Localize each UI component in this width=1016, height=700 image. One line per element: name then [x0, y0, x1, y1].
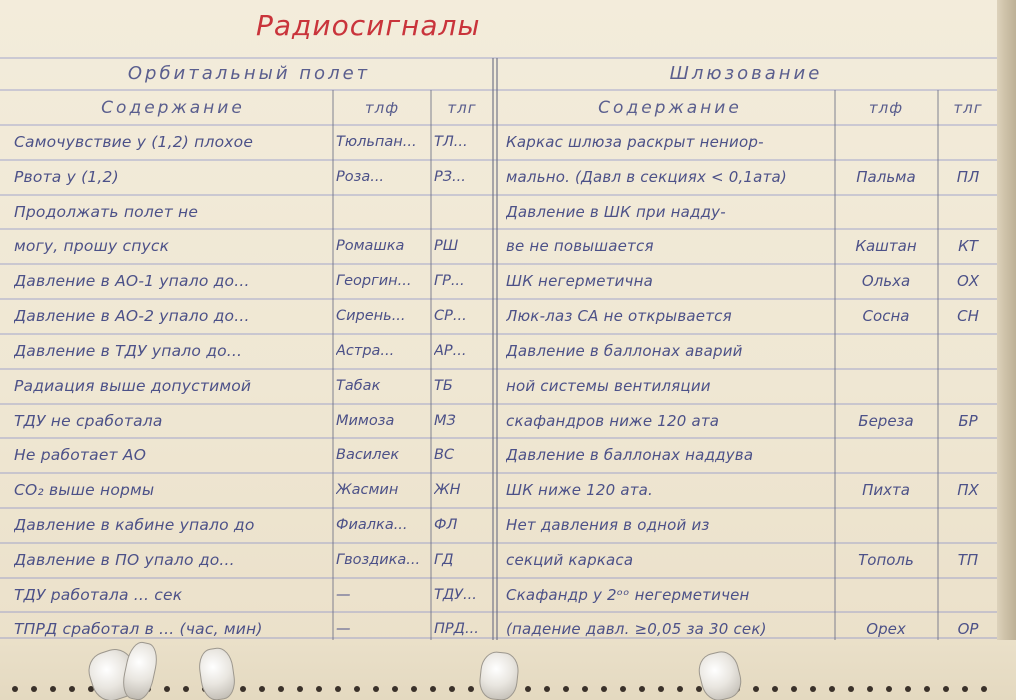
- cell-tlg-left: [434, 196, 490, 229]
- cell-content-left: Продолжать полет не: [14, 203, 199, 221]
- perforation-hole: [183, 686, 189, 692]
- perforation-hole: [677, 686, 683, 692]
- column-header-tlf-left: тлф: [364, 99, 400, 117]
- cell-tlg-left: ВС: [434, 447, 455, 463]
- binder-ring: [478, 650, 521, 700]
- cell-content-left: Не работает АО: [14, 446, 147, 464]
- column-header-content-right: Содержание: [598, 98, 742, 118]
- cell-tlf-right: Береза: [858, 412, 914, 430]
- cell-tlf-right: Пихта: [862, 481, 910, 499]
- cell-content-left: Радиация выше допустимой: [14, 377, 252, 395]
- cell-tlg-left: ТЛ...: [434, 134, 468, 150]
- perforation-hole: [544, 686, 550, 692]
- cell-tlg-right: ПХ: [957, 481, 979, 499]
- cell-tlf-left: —: [336, 621, 351, 637]
- cell-content-left: Давление в ТДУ упало до...: [14, 342, 243, 360]
- perforation-hole: [278, 686, 284, 692]
- perforation-hole: [962, 686, 968, 692]
- cell-content-right: ве не повышается: [506, 237, 654, 255]
- cell-tlg-right: БР: [958, 412, 978, 430]
- cell-tlf-left: Василек: [336, 447, 400, 463]
- cell-tlf-left: Георгин...: [336, 273, 412, 289]
- cell-tlg-left: МЗ: [434, 413, 456, 429]
- perforation-hole: [886, 686, 892, 692]
- perforation-hole: [639, 686, 645, 692]
- cell-content-right: (падение давл. ≥0,05 за 30 сек): [506, 620, 767, 638]
- cell-content-left: СО₂ выше нормы: [14, 481, 155, 499]
- perforation-hole: [297, 686, 303, 692]
- perforation-hole: [69, 686, 75, 692]
- cell-tlg-left: ТБ: [434, 378, 453, 394]
- cell-tlg-right: [940, 370, 996, 403]
- cell-content-right: секций каркаса: [506, 551, 634, 569]
- cell-tlf-left: Мимоза: [336, 413, 395, 429]
- cell-content-left: ТДУ работала ... сек: [14, 586, 183, 604]
- cell-content-left: Рвота у (1,2): [14, 168, 119, 186]
- perforation-hole: [905, 686, 911, 692]
- perforation-hole: [316, 686, 322, 692]
- cell-tlf-left: Гвоздика...: [336, 552, 421, 568]
- cell-tlg-right: [940, 439, 996, 472]
- cell-tlg-left: ПРД...: [434, 621, 479, 637]
- cell-content-right: ШК негерметична: [506, 272, 654, 290]
- perforation-hole: [696, 686, 702, 692]
- cell-tlf-left: Фиалка...: [336, 517, 408, 533]
- cell-tlf-right: [838, 335, 934, 368]
- cell-tlg-left: АР...: [434, 343, 467, 359]
- perforation-hole: [430, 686, 436, 692]
- cell-content-left: ТПРД сработал в ... (час, мин): [14, 620, 263, 638]
- cell-content-right: мально. (Давл в секциях < 0,1ата): [506, 168, 787, 186]
- perforation-hole: [620, 686, 626, 692]
- perforation-hole: [867, 686, 873, 692]
- perforation-hole: [50, 686, 56, 692]
- perforation-hole: [164, 686, 170, 692]
- perforation-hole: [259, 686, 265, 692]
- cell-tlf-right: [838, 126, 934, 159]
- perforation-hole: [981, 686, 987, 692]
- column-header-tlf-right: тлф: [868, 99, 904, 117]
- cell-content-right: ной системы вентиляции: [506, 377, 711, 395]
- cell-tlf-left: Сирень...: [336, 308, 406, 324]
- cell-content-left: Давление в кабине упало до: [14, 516, 255, 534]
- perforation-hole: [791, 686, 797, 692]
- cell-tlf-left: Роза...: [336, 169, 385, 185]
- cell-content-right: Давление в баллонах наддува: [506, 446, 754, 464]
- perforation-hole: [810, 686, 816, 692]
- cell-tlg-left: ФЛ: [434, 517, 458, 533]
- cell-content-left: могу, прошу спуск: [14, 237, 170, 255]
- cell-tlf-right: Тополь: [858, 551, 914, 569]
- perforation-hole: [240, 686, 246, 692]
- cell-tlf-right: [838, 439, 934, 472]
- perforation-hole: [753, 686, 759, 692]
- column-header-tlg-left: тлг: [447, 99, 477, 117]
- perforation-hole: [354, 686, 360, 692]
- cell-tlg-right: ОХ: [956, 272, 980, 290]
- perforation-hole: [335, 686, 341, 692]
- cell-tlf-right: [838, 370, 934, 403]
- cell-tlg-right: КТ: [958, 237, 978, 255]
- cell-tlf-left: —: [336, 587, 351, 603]
- cell-tlf-right: Сосна: [862, 307, 910, 325]
- cell-content-right: Скафандр у 2ᵒᵒ негерметичен: [506, 586, 750, 604]
- perforation-hole: [449, 686, 455, 692]
- cell-tlf-left: [336, 196, 428, 229]
- cell-tlg-left: РШ: [434, 238, 459, 254]
- perforation-hole: [658, 686, 664, 692]
- perforation-hole: [601, 686, 607, 692]
- perforation-hole: [943, 686, 949, 692]
- cell-tlf-left: Жасмин: [336, 482, 399, 498]
- cell-content-right: ШК ниже 120 ата.: [506, 481, 654, 499]
- cell-content-left: ТДУ не сработала: [14, 412, 163, 430]
- cell-tlg-right: [940, 335, 996, 368]
- cell-tlg-right: [940, 509, 996, 542]
- cell-content-left: Давление в ПО упало до...: [14, 551, 235, 569]
- cell-tlf-right: [838, 196, 934, 229]
- perforation-hole: [582, 686, 588, 692]
- cell-tlg-right: ТП: [957, 551, 979, 569]
- perforation-hole: [392, 686, 398, 692]
- perforation-hole: [924, 686, 930, 692]
- page-edge: [997, 0, 1016, 700]
- section-header-airlock: Шлюзование: [669, 63, 823, 84]
- cell-content-right: Люк-лаз СА не открывается: [506, 307, 732, 325]
- cell-tlf-right: Каштан: [855, 237, 917, 255]
- perforation-hole: [31, 686, 37, 692]
- column-header-tlg-right: тлг: [953, 99, 983, 117]
- cell-content-left: Самочувствие у (1,2) плохое: [14, 133, 254, 151]
- cell-tlg-left: РЗ...: [434, 169, 466, 185]
- cell-tlf-right: Пальма: [856, 168, 916, 186]
- cell-tlf-right: Ольха: [861, 272, 911, 290]
- page-title: Радиосигналы: [256, 9, 481, 42]
- perforation-hole: [848, 686, 854, 692]
- cell-tlg-left: ГР...: [434, 273, 465, 289]
- cell-content-left: Давление в АО-2 упало до...: [14, 307, 250, 325]
- cell-tlg-left: ТДУ...: [434, 587, 477, 603]
- cell-tlf-right: Орех: [866, 620, 906, 638]
- cell-content-right: Давление в ШК при надду-: [506, 203, 726, 221]
- cell-tlf-right: [838, 579, 934, 612]
- cell-tlg-left: ЖН: [434, 482, 461, 498]
- cell-tlg-right: [940, 126, 996, 159]
- cell-content-right: Каркас шлюза раскрыт нениор-: [506, 133, 764, 151]
- cell-content-right: скафандров ниже 120 ата: [506, 412, 720, 430]
- perforation-hole: [468, 686, 474, 692]
- perforation-hole: [12, 686, 18, 692]
- section-header-orbital-flight: Орбитальный полет: [127, 63, 371, 84]
- perforation-hole: [525, 686, 531, 692]
- cell-content-right: Давление в баллонах аварий: [506, 342, 743, 360]
- cell-tlf-left: Табак: [336, 378, 381, 394]
- cell-tlf-right: [838, 509, 934, 542]
- perforation-hole: [829, 686, 835, 692]
- cell-tlg-left: ГД: [434, 552, 454, 568]
- cell-content-right: Нет давления в одной из: [506, 516, 710, 534]
- perforation-hole: [373, 686, 379, 692]
- cell-tlg-right: [940, 196, 996, 229]
- cell-tlg-right: [940, 579, 996, 612]
- perforation-hole: [411, 686, 417, 692]
- cell-tlg-left: СР...: [434, 308, 467, 324]
- cell-tlg-right: ОР: [957, 620, 979, 638]
- column-header-content-left: Содержание: [101, 98, 245, 118]
- cell-tlf-left: Астра...: [336, 343, 395, 359]
- cell-tlf-left: Тюльпан...: [336, 134, 417, 150]
- cell-tlf-left: Ромашка: [336, 238, 405, 254]
- perforation-hole: [772, 686, 778, 692]
- cell-tlg-right: СН: [957, 307, 979, 325]
- perforation-hole: [563, 686, 569, 692]
- cell-tlg-right: ПЛ: [956, 168, 980, 186]
- cell-content-left: Давление в АО-1 упало до...: [14, 272, 250, 290]
